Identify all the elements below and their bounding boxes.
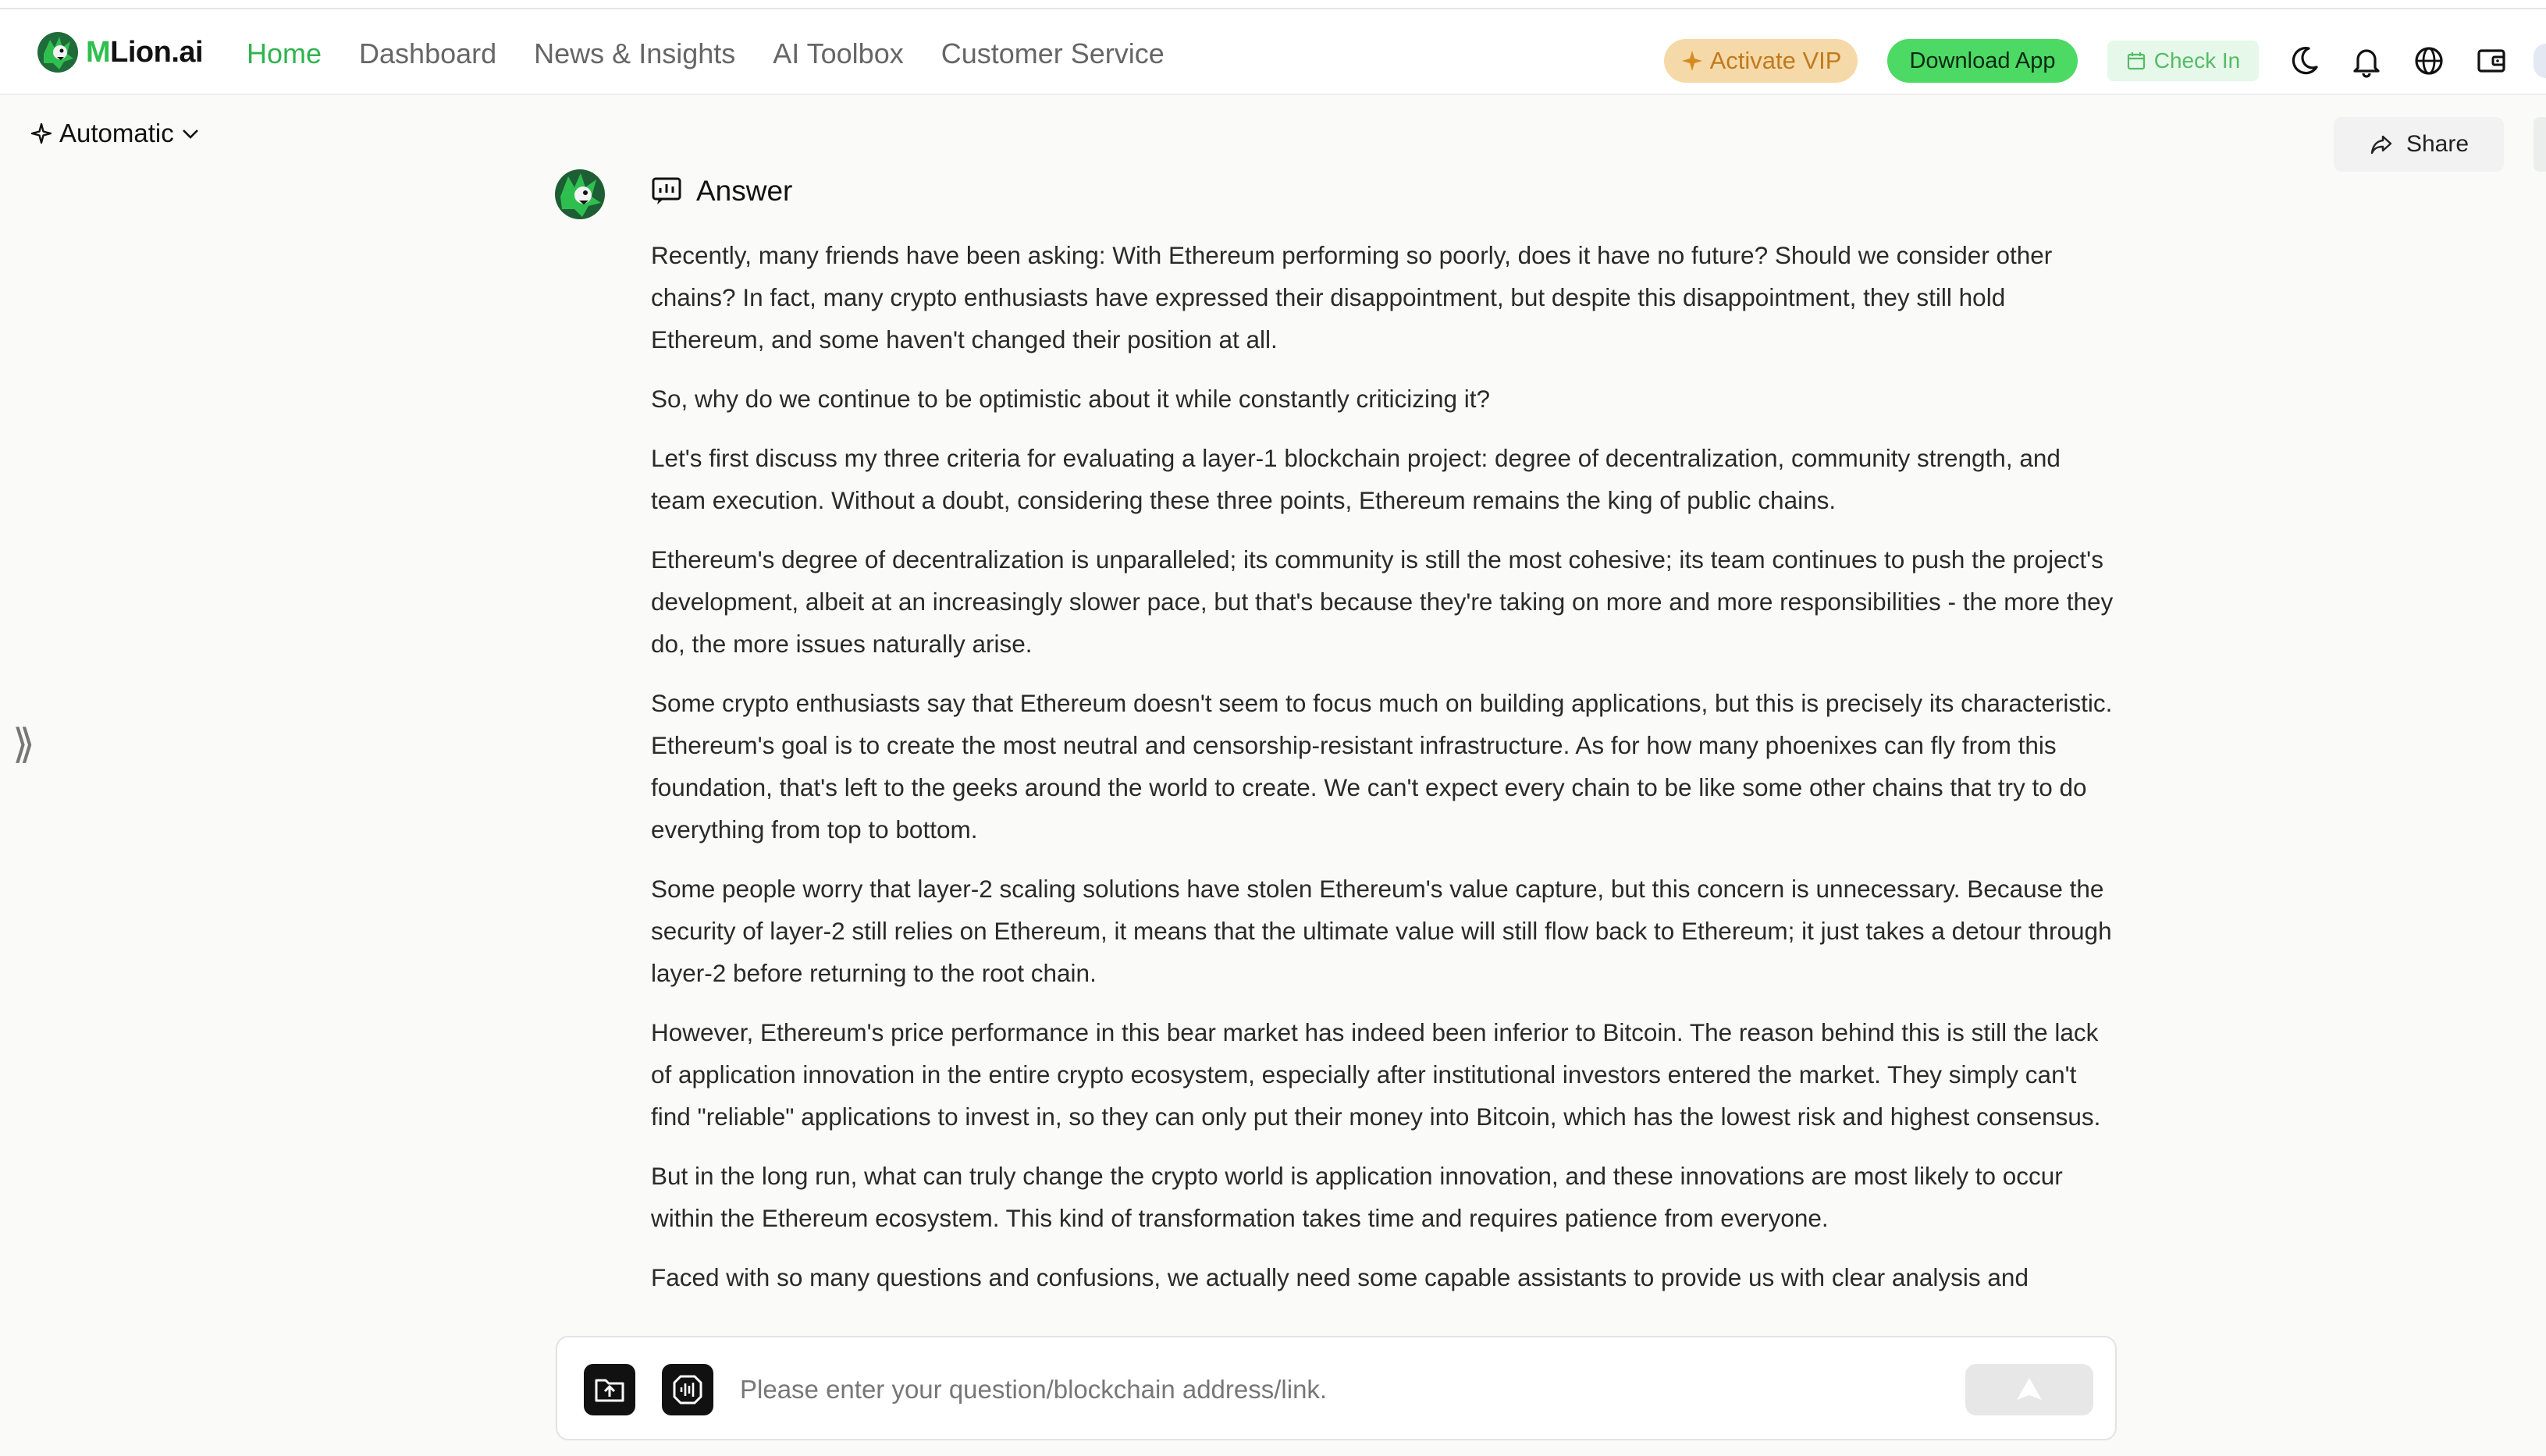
sidebar-expand-icon[interactable]: ⟫ <box>12 722 26 767</box>
answer-paragraph: Ethereum's degree of decentralization is unparalleled; its community is still the most cohesive; its team continues to push the project's development, albeit at an increasingly slower pace, but that's because they're taking on more and more responsibilities - the more they do, the more issues naturally arise. <box>651 545 2114 658</box>
main-nav <box>247 33 1202 75</box>
user-avatar-partial[interactable] <box>2534 44 2546 78</box>
share-icon <box>2369 132 2394 157</box>
nav-item-customer-service[interactable]: Customer Service <box>941 37 1165 69</box>
activate-vip-label: Activate VIP <box>1709 47 1842 74</box>
send-button[interactable] <box>1965 1364 2093 1415</box>
share-button[interactable] <box>2334 117 2504 172</box>
answer-header <box>651 175 792 208</box>
mode-label: Automatic <box>59 119 174 147</box>
answer-paragraph: Some crypto enthusiasts say that Ethereum doesn't seem to focus much on building applications, but this is precisely its characteristic. Ethereum's goal is to create the most neutral and censorship-resistant infrastructure. As for how many phoenixes can fly from this foundation, that's left to the geeks around the world to create. We can't expect every chain to be like some other chains that try to do everything from top to bottom. <box>651 689 2113 843</box>
assistant-avatar-icon <box>553 167 607 222</box>
sparkle-outline-icon <box>30 122 53 145</box>
upload-file-button[interactable] <box>584 1364 635 1415</box>
question-input-bar <box>556 1336 2117 1440</box>
top-header <box>0 9 2546 95</box>
wallet-icon[interactable] <box>2474 44 2509 78</box>
mode-selector[interactable] <box>30 119 201 148</box>
moon-icon[interactable] <box>2287 44 2321 78</box>
nav-item-news-insights[interactable]: News & Insights <box>534 37 736 69</box>
top-edge <box>0 0 2546 9</box>
share-label: Share <box>2406 131 2470 157</box>
answer-content <box>651 234 2115 1314</box>
nav-item-ai-toolbox[interactable]: AI Toolbox <box>773 37 904 69</box>
answer-paragraph: However, Ethereum's price performance in this bear market has indeed been inferior to Bitcoin. The reason behind this is still the lack of application innovation in the entire crypto ecosystem, especially after institutional investors entered the market. They simply can't find "reliable" applications to invest in, so they can only put their money into Bitcoin, which has the lowest risk and highest consensus. <box>651 1018 2101 1131</box>
lion-logo-icon <box>36 30 80 74</box>
answer-paragraph: Let's first discuss my three criteria for evaluating a layer-1 blockchain project: degree of decentralization, community strength, and team execution. Without a doubt, considering these three points, Ethereum remains the king of public chains. <box>651 444 2061 514</box>
nav-item-dashboard[interactable]: Dashboard <box>359 37 497 69</box>
brand-name: MLion.ai <box>86 35 204 69</box>
activate-vip-button[interactable] <box>1664 39 1858 83</box>
check-in-button[interactable] <box>2107 41 2259 81</box>
answer-chart-icon <box>651 176 682 207</box>
right-panel-edge[interactable] <box>2534 117 2546 172</box>
check-in-label: Check In <box>2153 48 2241 73</box>
voice-wave-icon <box>670 1372 706 1408</box>
answer-title: Answer <box>696 175 793 207</box>
download-app-button[interactable] <box>1887 39 2078 83</box>
upload-folder-icon <box>592 1373 627 1407</box>
bell-icon[interactable] <box>2349 44 2384 78</box>
chevron-down-icon <box>180 123 201 144</box>
answer-paragraph: But in the long run, what can truly change the crypto world is application innovation, and these innovations are most likely to occur within the Ethereum ecosystem. This kind of transformation takes time and requires patience from everyone. <box>651 1162 2063 1232</box>
answer-paragraph: Some people worry that layer-2 scaling solutions have stolen Ethereum's value capture, but this concern is unnecessary. Because the security of layer-2 still relies on Ethereum, it means that the ultimate value will still flow back to Ethereum; it just takes a detour through layer-2 before returning to the root chain. <box>651 875 2112 987</box>
answer-paragraph: Recently, many friends have been asking: With Ethereum performing so poorly, does it have no future? Should we consider other chains? In fact, many crypto enthusiasts have expressed their disappointment, but despite this disappointment, they still hold Ethereum, and some haven't changed their position at all. <box>651 241 2053 353</box>
nav-item-home[interactable]: Home <box>247 37 322 69</box>
calendar-icon <box>2126 51 2146 71</box>
logo[interactable] <box>36 30 203 75</box>
sparkle-icon <box>1680 49 1704 73</box>
answer-paragraph: So, why do we continue to be optimistic about it while constantly criticizing it? <box>651 385 1491 413</box>
question-input[interactable] <box>740 1364 1716 1415</box>
answer-paragraph: Faced with so many questions and confusions, we actually need some capable assistants to provide us with clear analysis and <box>651 1263 2029 1291</box>
voice-input-button[interactable] <box>662 1364 713 1415</box>
globe-icon[interactable] <box>2412 44 2446 78</box>
download-app-label: Download App <box>1909 48 2056 73</box>
send-arrow-icon <box>2014 1376 2045 1403</box>
